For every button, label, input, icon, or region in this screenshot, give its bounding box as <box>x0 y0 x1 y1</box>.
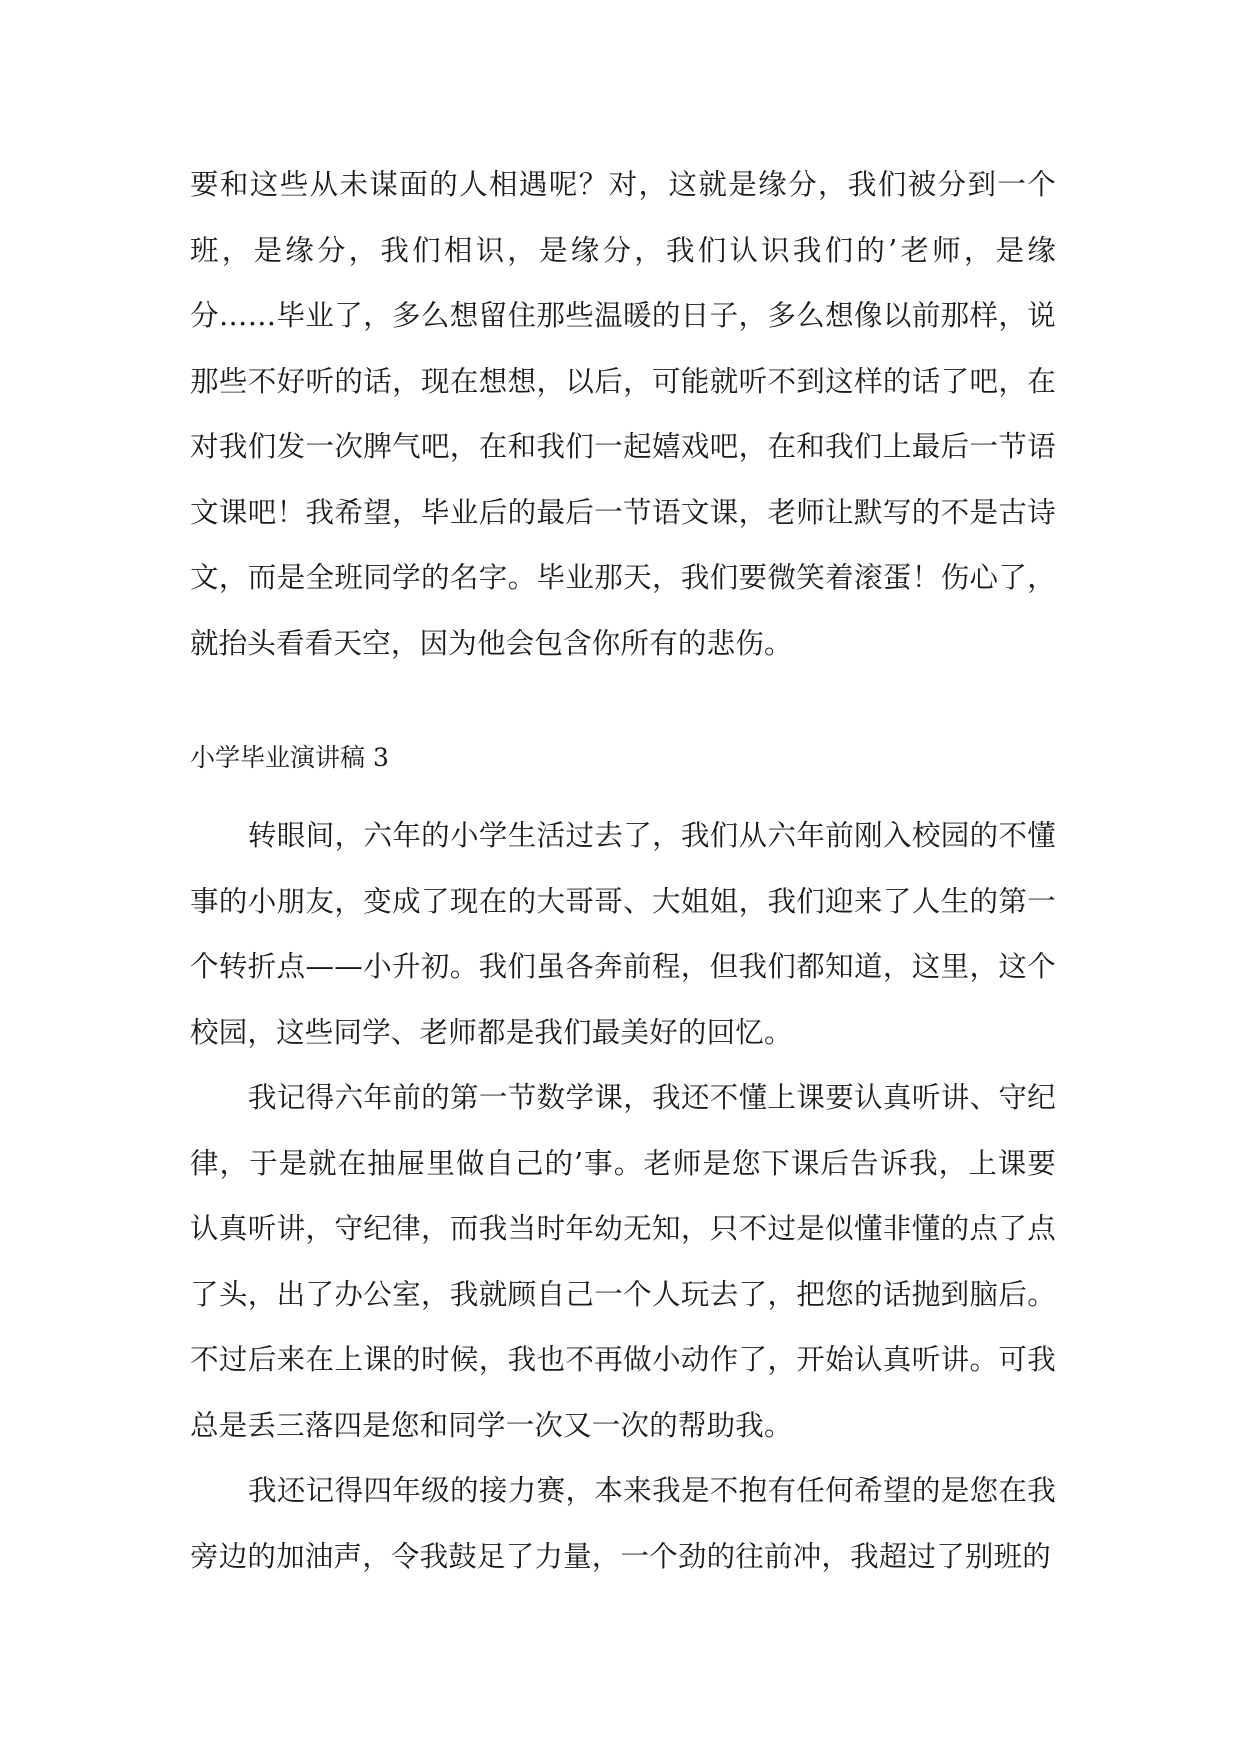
paragraph: 转眼间，六年的小学生活过去了，我们从六年前刚入校园的不懂事的小朋友，变成了现在的大哥哥、大姐姐，我们迎来了人生的第一个转折点——小升初。我们虽各奔前程，但我们都知道，这里，这个校园，这些同学、老师都是我们最美好的回忆。 <box>190 819 1056 1049</box>
speech-body <box>190 803 1056 1589</box>
continuation-paragraph: 要和这些从未谋面的人相遇呢？对，这就是缘分，我们被分到一个班，是缘分，我们相识，是缘分，我们认识我们的’老师，是缘分……毕业了，多么想留住那些温暖的日子，多么想像以前那样，说那些不好听的话，现在想想，以后，可能就听不到这样的话了吧，在对我们发一次脾气吧，在和我们一起嬉戏吧，在和我们上最后一节语文课吧！我希望，毕业后的最后一节语文课，老师让默写的不是古诗文，而是全班同学的名字。毕业那天，我们要微笑着滚蛋！伤心了，就抬头看看天空，因为他会包含你所有的悲伤。 <box>190 168 1056 660</box>
paragraph: 我还记得四年级的接力赛，本来我是不抱有任何希望的是您在我旁边的加油声，令我鼓足了力量，一个劲的往前冲，我超过了别班的 <box>190 1474 1056 1573</box>
continuation-text-block <box>190 152 1056 676</box>
paragraph: 我记得六年前的第一节数学课，我还不懂上课要认真听讲、守纪律，于是就在抽屉里做自己的’事。老师是您下课后告诉我，上课要认真听讲，守纪律，而我当时年幼无知，只不过是似懂非懂的点了点了头，出了办公室，我就顾自己一个人玩去了，把您的话抛到脑后。不过后来在上课的时候，我也不再做小动作了，开始认真听讲。可我总是丢三落四是您和同学一次又一次的帮助我。 <box>190 1081 1056 1442</box>
section-title: 小学毕业演讲稿 3 <box>190 743 389 772</box>
